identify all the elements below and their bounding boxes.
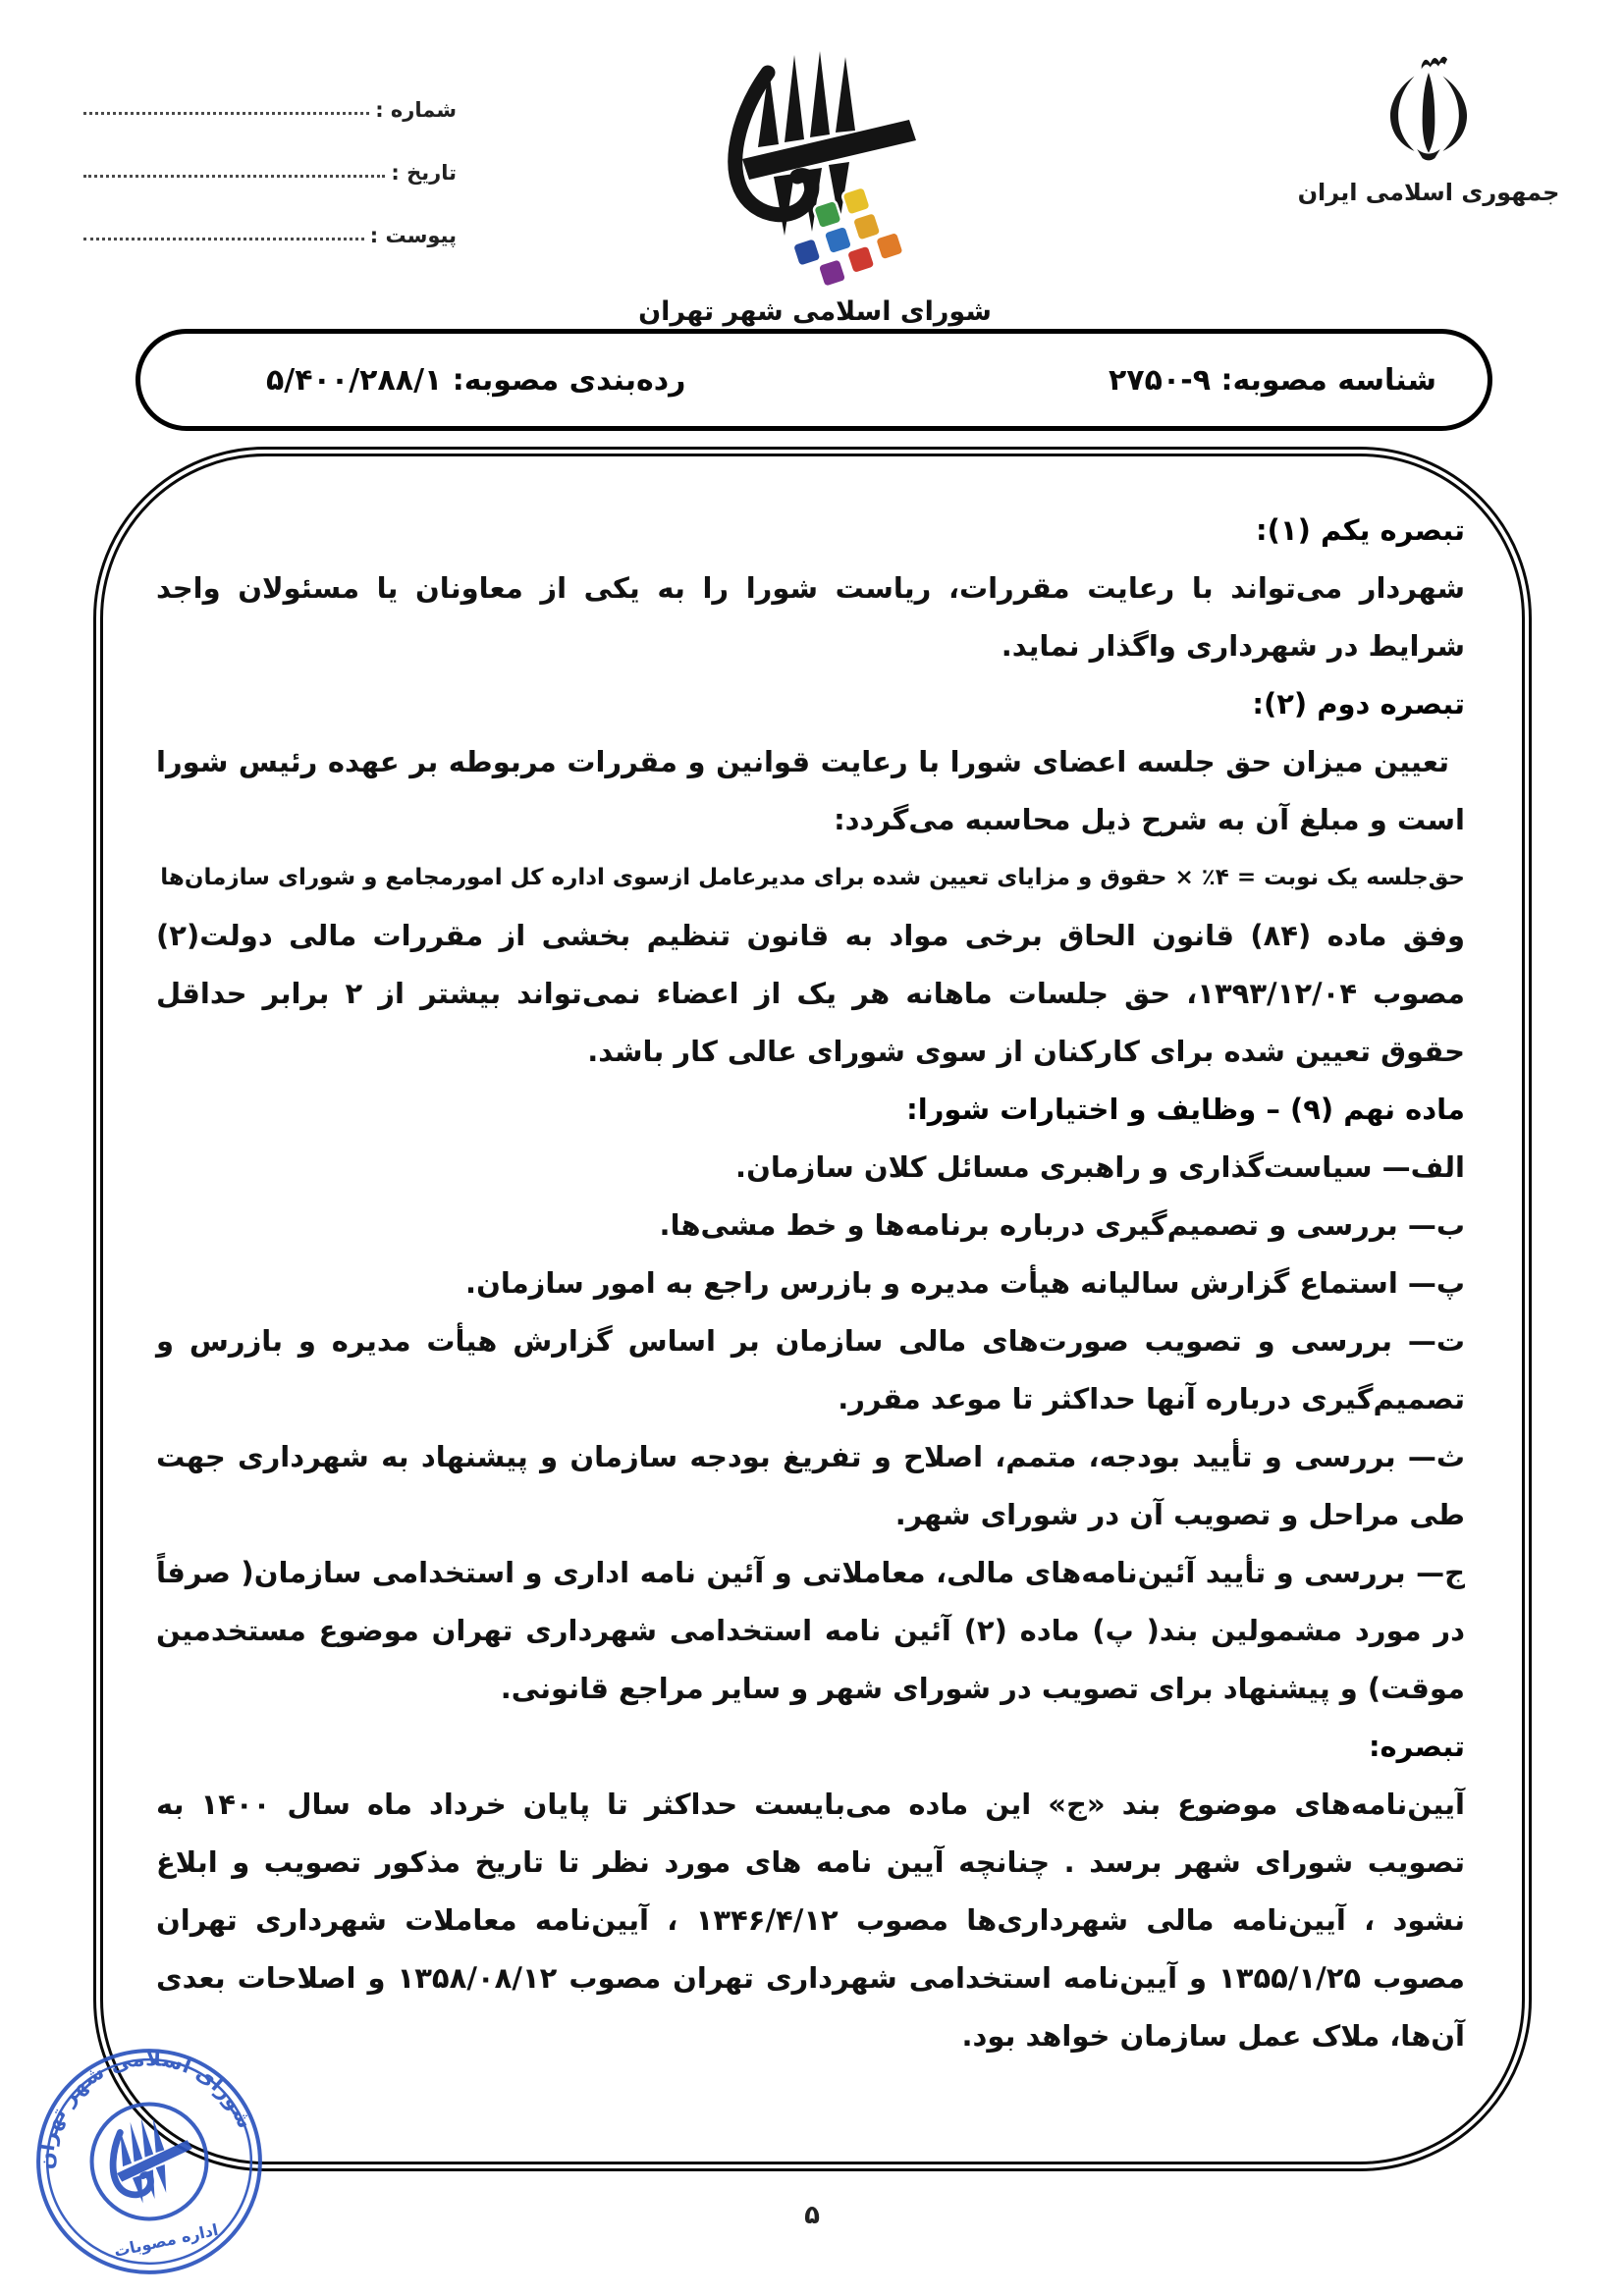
para-tabsereh-2: تعیین میزان حق جلسه اعضای شورا با رعایت قوانین و مقررات مربوطه بر عهده رئیس شورا است و مبلغ آن به شرح ذیل محاسبه می‌گردد: — [156, 745, 1465, 836]
heading-tabsereh: تبصره: — [1368, 1730, 1465, 1763]
approval-id-bar — [135, 329, 1492, 431]
reference-fields — [83, 79, 457, 267]
item-te: ت— بررسی و تصویب صورت‌های مالی سازمان بر اساس گزارش هیأت مدیره و بازرس و تصمیم‌گیری درباره آنها حداکثر تا موعد مقرر. — [156, 1324, 1465, 1415]
logo-tile — [841, 187, 871, 216]
state-name: جمهوری اسلامی ایران — [1297, 179, 1560, 206]
para-session-fee: وفق ماده (۸۴) قانون الحاق برخی مواد به قانون تنظیم بخشی از مقررات مالی دولت(۲) مصوب ۱۳۹۳/۱۲/۰۴، حق جلسات ماهانه هر یک از اعضاء نمی‌تواند بیشتر از ۲ برابر حداقل حقوق تعیین شده برای کارکنان از سوی شورای عالی کار باشد. — [156, 919, 1465, 1068]
item-pe: پ— استماع گزارش سالیانه هیأت مدیره و بازرس راجع به امور سازمان. — [465, 1266, 1465, 1300]
item-jim: ج— بررسی و تأیید آئین‌نامه‌های مالی، معاملاتی و آئین نامه اداری و استخدامی سازمان( صرفاً در مورد مشمولین بند( پ) ماده (۲) آئین نامه استخدامی شهرداری تهران موضوع مستخدمین موقت) و پیشنهاد برای تصویب در شورای شهر و سایر مراجع قانونی. — [156, 1556, 1465, 1705]
resolution-body — [93, 447, 1532, 2171]
field-date-label: تاریخ : — [391, 161, 457, 185]
logo-tile — [817, 258, 846, 288]
council-logo — [628, 37, 1001, 327]
field-number-blank-line — [83, 112, 369, 115]
field-attachment-blank-line — [83, 238, 364, 240]
council-stamp-icon — [3, 2015, 297, 2296]
item-alef: الف— سیاست‌گذاری و راهبری مسائل کلان سازمان. — [735, 1150, 1465, 1184]
approval-id-label: شناسه مصوبه: ۹-۲۷۵۰ — [1108, 362, 1436, 398]
council-stamp — [3, 2015, 297, 2296]
page-number: ۵ — [804, 2201, 820, 2230]
council-logo-icon — [628, 37, 1001, 294]
field-date-blank-line — [83, 175, 385, 178]
stamp-ring-text: شورای اسلامی شهر تهران — [33, 2045, 258, 2170]
field-number — [83, 79, 457, 122]
stamp-bottom-text: اداره مصوبات — [112, 2219, 220, 2261]
para-tabsereh-1: شهردار می‌تواند با رعایت مقررات، ریاست شورا را به یکی از معاونان یا مسئولان واجد شرایط در شهرداری واگذار نماید. — [156, 571, 1465, 663]
logo-tile — [792, 238, 822, 267]
field-attachment-label: پیوست : — [369, 224, 457, 247]
field-attachment — [83, 204, 457, 247]
heading-tabsereh-1: تبصره یکم (۱): — [1256, 513, 1465, 547]
council-name-calligraphy: شورای اسلامی شهر تهران — [638, 296, 992, 327]
heading-tabsereh-2: تبصره دوم (۲): — [1252, 687, 1465, 721]
formula-line: حق‌جلسه یک نوبت = ۴٪ × حقوق و مزایای تعیین شده برای مدیرعامل ازسوی اداره کل امورمجامع و شورای سازمان‌ها — [160, 865, 1465, 890]
approval-class-label: رده‌بندی مصوبه: ۵/۴۰۰/۲۸۸/۱ — [266, 362, 686, 398]
para-tabsereh-final: آیین‌نامه‌های موضوع بند «ج» این ماده می‌بایست حداکثر تا پایان خرداد ماه سال ۱۴۰۰ به تصویب شورای شهر برسد . چنانچه آیین نامه های مورد نظر تا تاریخ مذکور تصویب و ابلاغ نشود ، آیین‌نامه مالی شهرداری‌ها مصوب ۱۳۴۶/۴/۱۲ ، آیین‌نامه معاملات شهرداری تهران مصوب ۱۳۵۵/۱/۲۵ و آیین‌نامه استخدامی شهرداری تهران مصوب ۱۳۵۸/۰۸/۱۲ و اصلاحات بعدی آن‌ها، ملاک عمل سازمان خواهد بود. — [156, 1788, 1465, 2053]
item-se: ث— بررسی و تأیید بودجه، متمم، اصلاح و تفریغ بودجه سازمان و پیشنهاد به شهرداری جهت طی مراحل و تصویب آن در شورای شهر. — [156, 1440, 1465, 1531]
iran-emblem — [1267, 51, 1591, 206]
heading-article-9: ماده نهم (۹) – وظایف و اختیارات شورا: — [906, 1093, 1465, 1126]
field-date — [83, 141, 457, 185]
logo-tiles — [782, 181, 906, 294]
allah-emblem-icon — [1371, 51, 1487, 171]
stamp-mark — [104, 2109, 201, 2208]
item-be: ب— بررسی و تصمیم‌گیری درباره برنامه‌ها و خط مشی‌ها. — [659, 1208, 1465, 1242]
field-number-label: شماره : — [375, 98, 457, 122]
